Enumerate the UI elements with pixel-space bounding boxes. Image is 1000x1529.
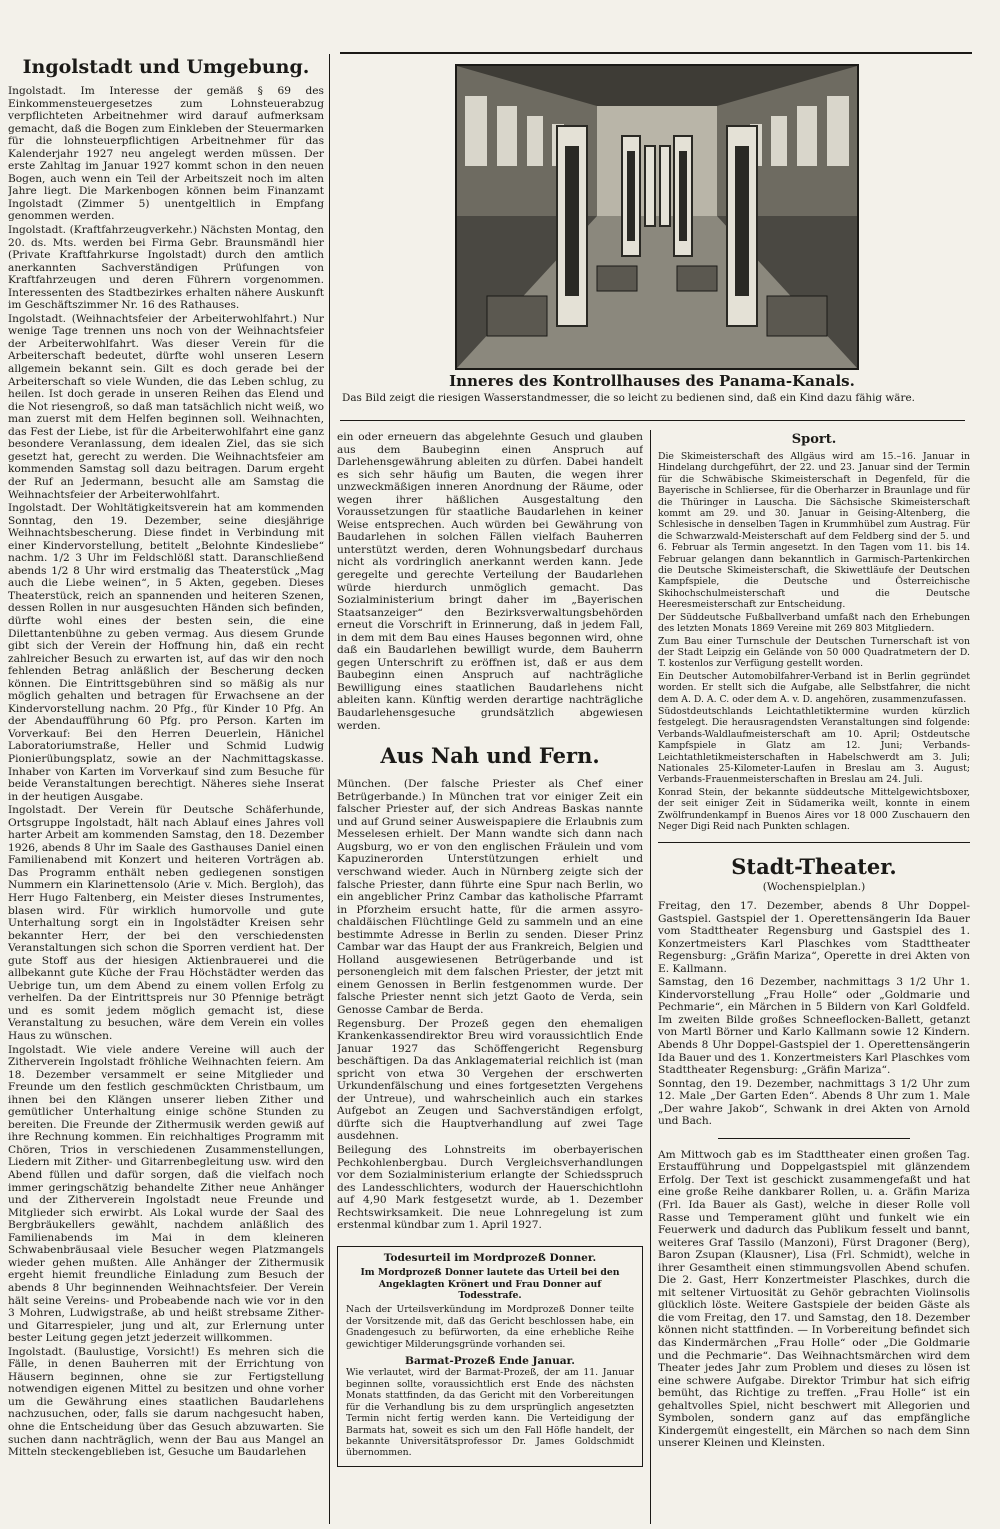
sport-paragraph: Konrad Stein, der bekannte süddeutsche Mittelgewichtsboxer, der seit einiger Zeit in Südamerika weilt, konnte in einem Zwölfrundenkampf in Buenos Aires vor 18 000 Zuschauern den Neger Digi Reid nach Punkten schlagen. [658, 786, 970, 832]
theater-paragraph: Sonntag, den 19. Dezember, nachmittags 3 1/2 Uhr zum 12. Male „Der Garten Eden“. Abends 8 Uhr zum 1. Male „Der wahre Jakob“, Schwank in drei Akten von Arnold und Bach. [658, 1077, 970, 1128]
section-title-theater: Stadt-Theater. [731, 854, 897, 880]
box-subtext: Wie verlautet, wird der Barmat-Prozeß, der am 11. Januar beginnen sollte, voraussichtlich erst Ende des nächsten Monats stattfinden, da das Gericht mit den Vorbereitungen für die Verhandlung bis zu dem ursprünglich angesetzten Termin nicht fertig werden kann. Die Verteidigung der Barmats hat, soweit es sich um den Fall Höfle handelt, der bekannte Universitätsprofessor Dr. James Goldschmidt übernommen. [346, 1367, 634, 1459]
section-title-nah-fern: Aus Nah und Fern. [380, 743, 600, 769]
top-rule [340, 52, 972, 54]
sport-paragraph: Die Skimeisterschaft des Allgäus wird am 15.–16. Januar in Hindelang durchgeführt, der 22. und 23. Januar sind der Termin für die Schwäbische Skimeisterschaft in Degenfeld, für die Bayerische in Schliersee, für die Oberharzer in Braunlage und für die Thüringer in Lauscha. Die Sächsische Skimeisterschaft kommt am 29. und 30. Januar in Geising-Altenberg, die Schlesische in denselben Tagen in Krummhübel zum Austrag. Für die Schwarzwald-Meisterschaft auf dem Feldberg sind der 5. und 6. Februar als Termin angesetzt. In den Tagen vom 11. bis 14. Februar gelangen dann bekanntlich in Garmisch-Partenkirchen die Deutsche Skimeisterschaft, die Skiwettläufe der Deutschen Kampfspiele, die Deutsche und Österreichische Skihochschulmeisterschaft und die Deutsche Heeresmeisterschaft zur Entscheidung. [658, 451, 970, 611]
article-continuation: ein oder erneuern das abgelehnte Gesuch und glauben aus dem Baubeginn einen Anspruch auf Darlehensgewährung ableiten zu dürfen. Dabei handelt es sich sehr häufig um Bauten, die wegen ihrer unzweckmäßigen inneren Anordnung der Räume, oder wegen ihrer häßlichen Ausgestaltung den Voraussetzungen für staatliche Baudarlehen in keiner Weise entsprechen. Auch würden bei Gewährung von Baudarlehen in solchen Fällen vielfach Bauherren unterstützt werden, deren Wohnungsbedarf durchaus nicht als vordringlich anerkannt werden kann. Jede geregelte und gerechte Verteilung der Baudarlehen würde hierdurch unmöglich gemacht. Das Sozialministerium bringt daher im „Bayerischen Staatsanzeiger“ den Bezirksverwaltungsbehörden erneut die Vorschrift in Erinnerung, daß in jedem Fall, in dem mit dem Bau eines Hauses begonnen wird, ohne daß ein Baudarlehen bewilligt wurde, dem Bauherrn gegen Unterschrift zu eröffnen ist, daß er aus dem Baubeginn einen Anspruch auf nachträgliche Bewilligung eines staatlichen Baudarlehens nicht ableiten kann. Künftig werden derartige nachträgliche Baudarlehensgesuche grundsätzlich abgewiesen werden. [337, 431, 643, 732]
photo-caption: Das Bild zeigt die riesigen Wasserstandmesser, die so leicht zu bedienen sind, daß ein Kind dazu fähig wäre. [342, 392, 915, 404]
article-paragraph: Ingolstadt. (Baulustige, Vorsicht!) Es mehren sich die Fälle, in denen Bauherren mit der Errichtung von Häusern beginnen, ohne sie zur Fertigstellung notwendigen eigenen Mittel zu besitzen und ohne vorher um die Gewährung eines staatlichen Baudarlehens nachzusuchen, oder, falls sie darum nachgesucht haben, ohne die Entscheidung über das Gesuch abzuwarten. Sie suchen dann nachträglich, wenn der Bau aus Mangel an Mitteln steckengeblieben ist, Gesuche um Baudarlehen [8, 1345, 324, 1459]
section-rule [658, 842, 970, 843]
sport-paragraph: Zum Bau einer Turnschule der Deutschen Turnerschaft ist von der Stadt Leipzig ein Gelände von 50 000 Quadratmetern der D. T. kostenlos zur Verfügung gestellt worden. [658, 635, 970, 670]
sport-paragraph: Der Süddeutsche Fußballverband umfaßt nach den Erhebungen des letzten Monats 1869 Vereine mit 269 803 Mitgliedern. [658, 611, 970, 635]
article-paragraph: Regensburg. Der Prozeß gegen den ehemaligen Krankenkassendirektor Breu wird voraussichtlich Ende Januar 1927 das Schöffengericht Regensburg beschäftigen. Da das Anklagematerial reichlich ist (man spricht von etwa 30 Vergehen der erschwerten Urkundenfälschung und eines fortgesetzten Vergehens der Untreue), und wahrscheinlich auch ein starkes Aufgebot an Zeugen und Sachverständigen erfolgt, dürfte sich die Hauptverhandlung auf zwei Tage ausdehnen. [337, 1017, 643, 1143]
section-title-ingolstadt: Ingolstadt und Umgebung. [22, 56, 310, 78]
left-column [8, 55, 324, 1525]
column-rule-right [650, 430, 651, 1524]
article-paragraph: Beilegung des Lohnstreits im oberbayerischen Pechkohlenbergbau. Durch Vergleichsverhandlungen vor dem Sozialministerium erlangte der Schiedsspruch des Landesschlichters, wodurch der Hauerschichtlohn auf 4,90 Mark festgesetzt wurde, ab 1. Dezember Rechtswirksamkeit. Die neue Lohnregelung ist zum erstenmal kündbar zum 1. April 1927. [337, 1143, 643, 1232]
sport-paragraph: Ein Deutscher Automobilfahrer-Verband ist in Berlin gegründet worden. Er stellt sich die Aufgabe, alle Selbstfahrer, die nicht dem A. D. A. C. oder dem A. v. D. angehören, zusammenzufassen. [658, 670, 970, 705]
box-subtitle: Barmat-Prozeß Ende Januar. [405, 1355, 575, 1368]
middle-column [337, 431, 643, 1525]
theater-subtitle: (Wochenspielplan.) [762, 881, 866, 894]
box-lead: Im Mordprozeß Donner lautete das Urteil bei den Angeklagten Krönert und Frau Donner auf Todesstrafe. [360, 1267, 620, 1302]
box-title: Todesurteil im Mordprozeß Donner. [383, 1251, 597, 1264]
section-title-sport: Sport. [791, 432, 837, 447]
column-rule-left [329, 54, 330, 1524]
news-box [337, 1246, 643, 1467]
section-rule [718, 1138, 910, 1139]
box-text: Nach der Urteilsverkündung im Mordprozeß Donner teilte der Vorsitzende mit, daß das Gericht beschlossen habe, ein Gnadengesuch zu befürworten, da eine erhebliche Reihe gewichtiger Milderungsgründe vorhanden sei. [346, 1304, 634, 1350]
photo-title: Inneres des Kontrollhauses des Panama-Kanals. [449, 372, 855, 390]
article-paragraph: München. (Der falsche Priester als Chef einer Betrügerbande.) In München trat vor einiger Zeit ein falscher Priester auf, der sich Andreas Baskas nannte und auf Grund seiner Ausweispapiere die Erlaubnis zum Messelesen erhielt. Der Mann wandte sich dann nach Augsburg, wo er von den englischen Fräulein und vom Kapuzinerorden Unterstützungen erhielt und verschwand wieder. Auch in Nürnberg zeigte sich der falsche Priester, dann führte eine Spur nach Berlin, wo ein angeblicher Prinz Cambar das katholische Pfarramt in Pforzheim ersucht hatte, für die armen assyro-chaldäischen Flüchtlinge Geld zu sammeln und an eine bestimmte Adresse in Berlin zu senden. Dieser Prinz Cambar war das Haupt der aus Frankreich, Belgien und Holland ausgewiesenen Betrügerbande und ist personengleich mit dem falschen Priester, der jetzt mit einem Genossen in Berlin festgenommen wurde. Der falsche Priester nennt sich jetzt Gaoto de Verda, sein Genosse Cambar de Berda. [337, 778, 643, 1016]
article-paragraph: Ingolstadt. Der Wohltätigkeitsverein hat am kommenden Sonntag, den 19. Dezember, seine diesjährige Weihnachtsbescherung. Diese findet in Verbindung mit einer Kindervorstellung, betitelt „Belohnte Kindesliebe“ nachm. 1/2 3 Uhr im Feldschlößl statt. Daranschließend abends 1/2 8 Uhr wird erstmalig das Theaterstück „Mag auch die Liebe weinen“, in 5 Akten, gegeben. Dieses Theaterstück, reich an spannenden und heiteren Szenen, dessen Rollen in nur ausgesuchten Händen sich befinden, dürfte wohl eines der besten sein, die eine Dilettantenbühne zu geben vermag. Aus diesem Grunde gibt sich der Verein der Hoffnung hin, daß ein recht zahlreicher Besuch zu erwarten ist, auf das wir den noch fehlenden Betrag anläßlich der Bescherung decken können. Die Eintrittsgebühren sind so mäßig als nur möglich gehalten und betragen für Erwachsene an der Kindervorstellung nachm. 20 Pfg., für Kinder 10 Pfg. An der Abendaufführung 60 Pfg. pro Person. Karten im Vorverkauf: Bei den Herren Deuerlein, Hänichel Laboratoriumstraße, Heller und Schmid Ludwig Pionierübungsplatz, sowie an der Nachmittagskasse. Inhaber von Karten im Vorverkauf sind zum Besuche für beide Veranstaltungen berechtigt. Näheres siehe Inserat in der heutigen Ausgabe. [8, 502, 324, 803]
photo-control-house [455, 64, 859, 370]
article-paragraph: Ingolstadt. Im Interesse der gemäß § 69 des Einkommensteuergesetzes zum Lohnsteuerabzug verpflichteten Arbeitnehmer wird darauf aufmerksam gemacht, daß die Bogen zum Einkleben der Steuermarken für die lohnsteuerpflichtigen Arbeitnehmer für das Kalenderjahr 1927 neu angelegt werden müssen. Der erste Zahltag im Januar 1927 kommt schon in den neuen Bogen, auch wenn ein Teil der Arbeitszeit noch im alten Jahre liegt. Die Markenbogen können beim Finanzamt Ingolstadt (Zimmer 5) unentgeltlich in Empfang genommen werden. [8, 85, 324, 223]
sport-paragraph: Südostdeutschlands Leichtathletiktermine wurden kürzlich festgelegt. Die herausragendsten Veranstaltungen sind folgende: Verbands-Waldlaufmeisterschaft am 10. April; Ostdeutsche Kampfspiele in Glatz am 12. Juni; Verbands-Leichtathletikmeisterschaften in Habelschwerdt am 3. Juli; Nationales 25-Kilometer-Laufen in Breslau am 3. August; Verbands-Frauenmeisterschaften in Breslau am 24. Juli. [658, 705, 970, 786]
article-paragraph: Ingolstadt. Wie viele andere Vereine will auch der Zitherverein Ingolstadt fröhliche Weihnachten feiern. Am 18. Dezember versammelt er seine Mitglieder und Freunde um den festlich geschmückten Christbaum, um ihnen bei den Klängen unserer lieben Zither und gemütlicher Unterhaltung einige schöne Stunden zu bereiten. Die Freunde der Zithermusik werden gewiß auf ihre Rechnung kommen. Ein reichhaltiges Programm mit Chören, Trios in verschiedenen Zusammenstellungen, Liedern mit Zither- und Gitarrenbegleitung usw. wird den Abend füllen und dafür sorgen, daß die vielfach noch immer geringschätzig behandelte Zither neue Anhänger und der Zitherverein Ingolstadt neue Freunde und Mitglieder sich erwirbt. Als Lokal wurde der Saal des Bergbräukellers gewählt, nachdem anläßlich des Familienabends im Mai in dem kleineren Schwabenbräusaal viele Besucher wegen Platzmangels wieder gehen mußten. Alle Anhänger der Zithermusik ergeht hiemit freundliche Einladung zum Besuch der abends 8 Uhr beginnenden Weihnachtsfeier. Der Verein hält seine Vereins- und Probeabende nach wie vor in den 3 Mohren, Ludwigstraße, ab und heißt strebsame Zither- und Gitarrespieler, jung und alt, zur Erlernung unter bester Leitung gegen jetzt jederzeit willkommen. [8, 1043, 324, 1345]
theater-paragraph: Samstag, den 16 Dezember, nachmittags 3 1/2 Uhr 1. Kindervorstellung „Frau Holle“ oder „Goldmarie und Pechmarie“, ein Märchen in 5 Bildern von Karl Goldfeld. Im zweiten Bilde großes Schneeflocken-Ballett, getanzt von Martl Börner und Karlo Kallmann sowie 12 Kindern. Abends 8 Uhr Doppel-Gastspiel der 1. Operettensängerin Ida Bauer und des 1. Konzertmeisters Karl Plaschkes vom Stadttheater Regensburg: „Gräfin Mariza“. [658, 976, 970, 1077]
theater-review: Am Mittwoch gab es im Stadttheater einen großen Tag. Erstaufführung und Doppelgastspiel mit glänzendem Erfolg. Der Text ist geschickt zusammengefaßt und hat eine große Reihe dankbarer Rollen, u. a. Gräfin Mariza (Frl. Ida Bauer als Gast), welche in dieser Rolle voll Rasse und Temperament glüht und funkelt wie ein Feuerwerk und dadurch das Publikum fesselt und bannt, weiteres Graf Tassilo (Manzoni), Fürst Dragoner (Berg), Baron Zsupan (Klausner), Lisa (Frl. Schmidt), welche in ihrer Gesamtheit einen stimmungsvollen Abend schufen. Die 2. Gast, Herr Konzertmeister Plaschkes, durch die mit seltener Virtuosität zu Gehör gebrachten Violinsolis glücklich löste. Weitere Gastspiele der beiden Gäste als die vom Freitag, den 17. und Samstag, den 18. Dezember können nicht stattfinden. — In Vorbereitung befindet sich das Kindermärchen „Frau Holle“ oder „Die Goldmarie und die Pechmarie“. Das Weihnachtsmärchen wird dem Theater jedes Jahr zum Problem und dieses zu lösen ist eine schwere Aufgabe. Direktor Trimbur hat sich eifrig bemüht, das Richtige zu treffen. „Frau Holle“ ist ein gehaltvolles Spiel, nicht beschwert mit Allegorien und Symbolen, sondern ganz auf das empfängliche Kindergemüt eingestellt, ein Märchen so nach dem Sinn unserer Kleinen und Kleinsten. [658, 1148, 970, 1450]
article-paragraph: Ingolstadt. (Weihnachtsfeier der Arbeiterwohlfahrt.) Nur wenige Tage trennen uns noch von der Weihnachtsfeier der Arbeiterwohlfahrt. Was dieser Verein für die Arbeiterschaft bedeutet, dürfte wohl unseren Lesern allgemein bekannt sein. Gilt es doch gerade bei der Arbeiterschaft so viele Wunden, die das Leben schlug, zu heilen. Ist doch gerade in unseren Reihen das Elend und die Not riesengroß, so daß man tatsächlich nicht weiß, wo man zuerst mit dem Helfen beginnen soll. Weihnachten, das Fest der Liebe, ist für die Arbeiterwohlfahrt eine ganz besondere Veranlassung, dem idealen Ziel, das sie sich gesetzt hat, gerecht zu werden. Die Weihnachtsfeier am kommenden Samstag soll dazu beitragen. Darum ergeht der Ruf an Jedermann, besucht alle am Samstag die Weihnachtsfeier der Arbeiterwohlfahrt. [8, 312, 324, 501]
caption-rule [340, 420, 965, 421]
right-column [658, 431, 970, 1525]
theater-paragraph: Freitag, den 17. Dezember, abends 8 Uhr Doppel-Gastspiel. Gastspiel der 1. Operettensängerin Ida Bauer vom Stadttheater Regensburg und Gastspiel des 1. Konzertmeisters Karl Plaschkes vom Stadttheater Regensburg: „Gräfin Mariza“, Operette in drei Akten von E. Kallmann. [658, 899, 970, 975]
photo-illustration [457, 66, 857, 368]
article-paragraph: Ingolstadt. (Kraftfahrzeugverkehr.) Nächsten Montag, den 20. ds. Mts. werden bei Firma Gebr. Braunsmändl hier (Private Kraftfahrkurse Ingolstadt) durch den amtlich anerkannten Sachverständigen Prüfungen von Kraftfahrzeugen und deren Führern vorgenommen. Interessenten des Stadtbezirkes erhalten nähere Auskunft im Geschäftszimmer Nr. 16 des Rathauses. [8, 224, 324, 312]
article-paragraph: Ingolstadt. Der Verein für Deutsche Schäferhunde, Ortsgruppe Ingolstadt, hält nach Ablauf eines Jahres voll harter Arbeit am kommenden Samstag, den 18. Dezember 1926, abends 8 Uhr im Saale des Gasthauses Daniel einen Familienabend mit Konzert und heiteren Vorträgen ab. Das Programm enthält neben gediegenen sonstigen Nummern ein Klarinettensolo (Arie v. Mich. Bergloh), das Herr Hugo Faltenberg, ein Meister dieses Instrumentes, blasen wird. Für wirklich humorvolle und gute Unterhaltung sorgt ein in Ingolstädter Kreisen sehr bekannter Herr, der bei den verschiedensten Veranstaltungen sich schon die Sporren verdient hat. Der gute Stoff aus der hiesigen Aktienbrauerei und die allbekannt gute Küche der Frau Höchstädter werden das Uebrige tun, um dem Abend zu einem vollen Erfolg zu verhelfen. Da der Eintrittspreis nur 30 Pfennige beträgt und es somit jedem möglich gemacht ist, diese Veranstaltung zu besuchen, wäre dem Verein ein volles Haus zu wünschen. [8, 804, 324, 1043]
